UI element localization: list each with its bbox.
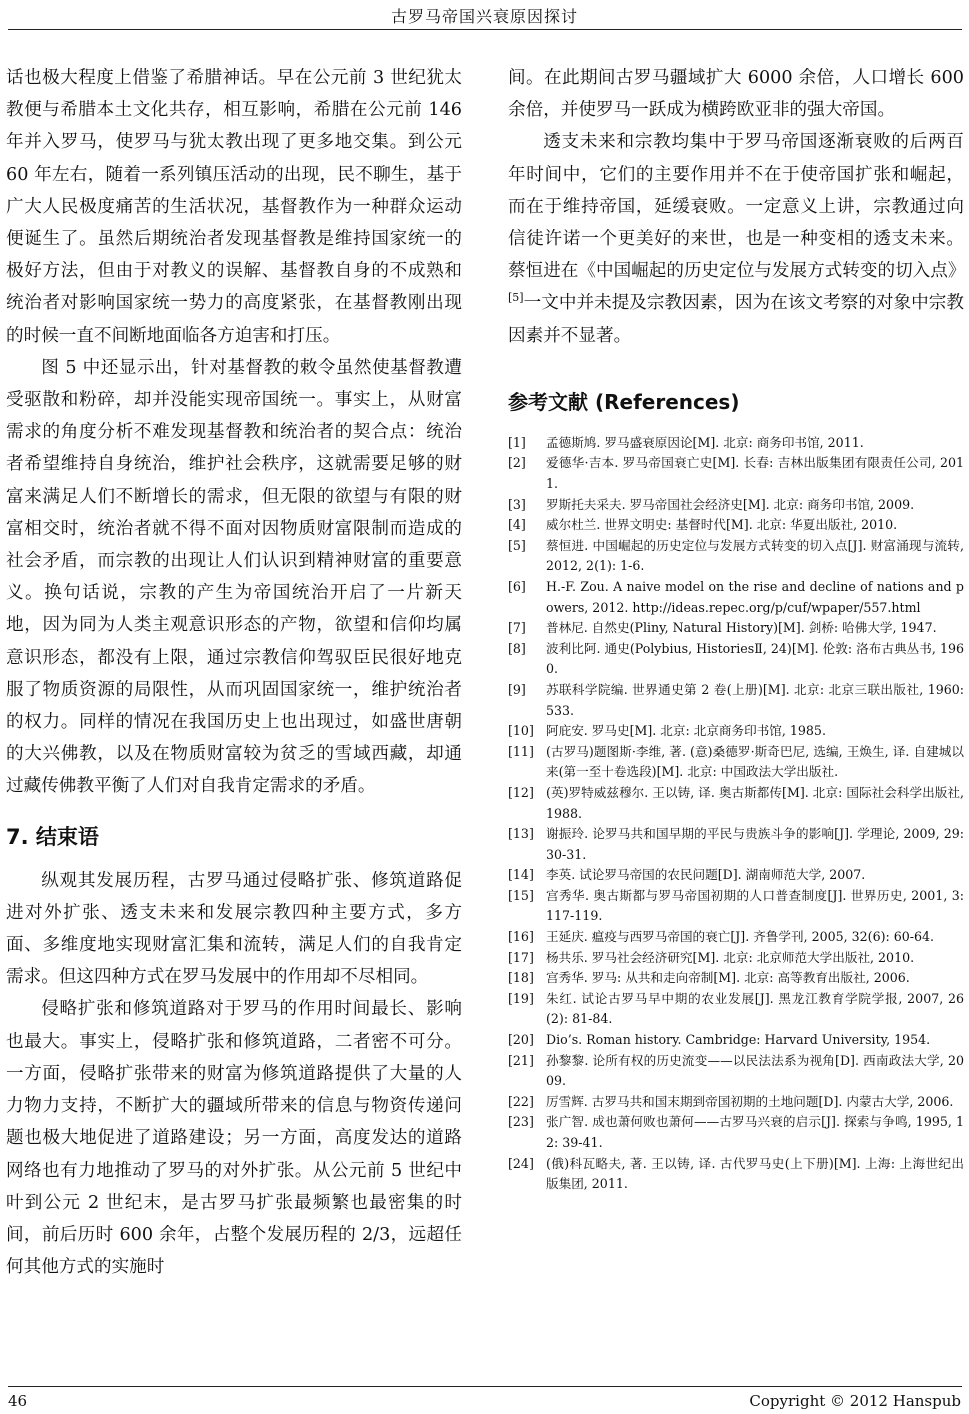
reference-number: [23] bbox=[508, 1114, 534, 1130]
reference-text: 张广智. 成也萧何败也萧何——古罗马兴衰的启示[J]. 探索与争鸣, 1995, 12: 39-41. bbox=[546, 1114, 964, 1151]
reference-number: [11] bbox=[508, 743, 534, 759]
paragraph: 话也极大程度上借鉴了希腊神话。早在公元前 3 世纪犹太教便与希腊本土文化共存，相互影响，希腊在公元前 146 年并入罗马，使罗马与犹太教出现了更多地交集。到公元 60 年左右，随着一系列镇压活动的出现，民不聊生，基于广大人民极度痛苦的生活状况，基督教作为一种群众运动便诞生了。虽然后期统治者发现基督教是维持国家统一的极好方法，但由于对教义的误解、基督教自身的不成熟和统治者对影响国家统一势力的高度紧张，在基督教刚出现的时候一直不间断地面临各方迫害和打压。 bbox=[6, 68, 462, 346]
reference-text: 李英. 试论罗马帝国的农民问题[D]. 湖南师范大学, 2007. bbox=[546, 867, 866, 883]
running-header: 古罗马帝国兴衰原因探讨 bbox=[390, 7, 578, 26]
paragraph: 间。在此期间古罗马疆域扩大 6000 余倍，人口增长 600 余倍，并使罗马一跃成为横跨欧亚非的强大帝国。 bbox=[508, 68, 964, 121]
reference-text: 王延庆. 瘟疫与西罗马帝国的衰亡[J]. 齐鲁学刊, 2005, 32(6): 60-64. bbox=[546, 929, 935, 945]
reference-number: [2] bbox=[508, 455, 526, 471]
reference-item bbox=[508, 1112, 964, 1153]
reference-number: [6] bbox=[508, 578, 526, 594]
reference-text: 阿庇安. 罗马史[M]. 北京: 北京商务印书馆, 1985. bbox=[546, 723, 826, 739]
paragraph-text: 透支未来和宗教均集中于罗马帝国逐渐衰败的后两百年时间中，它们的主要作用并不在于使帝国扩张和崛起，而在于维持帝国，延缓衰败。一定意义上讲，宗教通过向信徒许诺一个更美好的来世，也是一种变相的透支未来。蔡恒进在《中国崛起的历史定位与发展方式转变的切入点》 bbox=[508, 132, 966, 282]
reference-number: [24] bbox=[508, 1155, 534, 1171]
reference-text: 孙黎黎. 论所有权的历史流变——以民法法系为视角[D]. 西南政法大学, 2009. bbox=[546, 1052, 964, 1089]
reference-text: (古罗马)题图斯·李维, 著. (意)桑德罗·斯奇巴尼, 选编, 王焕生, 译. 自建城以来(第一至十卷选段)[M]. 北京: 中国政法大学出版社. bbox=[546, 743, 964, 780]
reference-text: 蔡恒进. 中国崛起的历史定位与发展方式转变的切入点[J]. 财富涌现与流转, 2012, 2(1): 1-6. bbox=[546, 537, 964, 574]
reference-item bbox=[508, 865, 964, 886]
reference-number: [14] bbox=[508, 867, 534, 883]
reference-text: (英)罗特威兹穆尔. 王以铸, 译. 奥古斯都传[M]. 北京: 国际社会科学出版社, 1988. bbox=[546, 784, 964, 821]
reference-number: [16] bbox=[508, 929, 534, 945]
reference-text: H.-F. Zou. A naive model on the rise and decline of nations and powers, 2012. http://ideas.repec.org/p/cuf/wpaper/557.html bbox=[546, 578, 964, 615]
reference-item bbox=[508, 1030, 964, 1051]
reference-number: [18] bbox=[508, 970, 534, 986]
reference-item bbox=[508, 577, 964, 618]
reference-item bbox=[508, 618, 964, 639]
references-heading: 参考文献 (References) bbox=[508, 389, 740, 414]
reference-item bbox=[508, 536, 964, 577]
reference-number: [21] bbox=[508, 1052, 534, 1068]
reference-text: 爱德华·吉本. 罗马帝国衰亡史[M]. 长春: 吉林出版集团有限责任公司, 2011. bbox=[546, 455, 964, 492]
left-column bbox=[6, 62, 462, 1283]
reference-item bbox=[508, 453, 964, 494]
reference-item bbox=[508, 1051, 964, 1092]
reference-item bbox=[508, 824, 964, 865]
reference-number: [8] bbox=[508, 640, 526, 656]
footer-rule bbox=[8, 1386, 962, 1387]
reference-item bbox=[508, 989, 964, 1030]
paragraph bbox=[508, 126, 964, 351]
reference-number: [10] bbox=[508, 723, 534, 739]
reference-number: [19] bbox=[508, 990, 534, 1006]
reference-item bbox=[508, 783, 964, 824]
reference-list bbox=[508, 433, 964, 1195]
reference-text: 杨共乐. 罗马社会经济研究[M]. 北京: 北京师范大学出版社, 2010. bbox=[546, 949, 915, 965]
citation-link[interactable]: [5] bbox=[508, 291, 524, 305]
reference-number: [1] bbox=[508, 434, 526, 450]
reference-item bbox=[508, 948, 964, 969]
reference-item bbox=[508, 1154, 964, 1195]
reference-text: 朱红. 试论古罗马早中期的农业发展[J]. 黑龙江教育学院学报, 2007, 26(2): 81-84. bbox=[546, 990, 964, 1027]
paragraph: 侵略扩张和修筑道路对于罗马的作用时间最长、影响也最大。事实上，侵略扩张和修筑道路，二者密不可分。一方面，侵略扩张带来的财富为修筑道路提供了大量的人力物力支持，不断扩大的疆域所带来的信息与物资传递问题也极大地促进了道路建设；另一方面，高度发达的道路网络也有力地推动了罗马的对外扩张。从公元前 5 世纪中叶到公元 2 世纪末，是古罗马扩张最频繁也最密集的时间，前后历时 600 余年，占整个发展历程的 2/3，远超任何其他方式的实施时 bbox=[6, 999, 462, 1278]
reference-text: 苏联科学院编. 世界通史第 2 卷(上册)[M]. 北京: 北京三联出版社, 1960: 533. bbox=[546, 681, 964, 718]
reference-text: 威尔杜兰. 世界文明史: 基督时代[M]. 北京: 华夏出版社, 2010. bbox=[546, 517, 898, 533]
reference-text: 波利比阿. 通史(Polybius, HistoriesⅡ, 24)[M]. 伦敦: 洛布古典丛书, 1960. bbox=[546, 640, 964, 677]
reference-number: [3] bbox=[508, 496, 526, 512]
paragraph-text: 一文中并未提及宗教因素，因为在该文考察的对象中宗教因素并不显著。 bbox=[508, 293, 964, 346]
paragraph: 图 5 中还显示出，针对基督教的敕令虽然使基督教遭受驱散和粉碎，却并没能实现帝国统一。事实上，从财富需求的角度分析不难发现基督教和统治者的契合点：统治者希望维持自身统治，维护社会秩序，这就需要足够的财富来满足人们不断增长的需求，但无限的欲望与有限的财富相交时，统治者就不得不面对因物质财富限制而造成的社会矛盾，而宗教的出现让人们认识到精神财富的重要意义。换句话说，宗教的产生为帝国统治开启了一片新天地，因为同为人类主观意识形态的产物，欲望和信仰均属意识形态，都没有上限，通过宗教信仰驾驭臣民很好地克服了物质资源的局限性，从而巩固国家统一，维护统治者的权力。同样的情况在我国历史上也出现过，如盛世唐朝的大兴佛教，以及在物质财富较为贫乏的雪域西藏，却通过藏传佛教平衡了人们对自我肯定需求的矛盾。 bbox=[6, 357, 462, 797]
reference-item bbox=[508, 1092, 964, 1113]
page-number: 46 bbox=[8, 1392, 28, 1410]
right-column bbox=[508, 62, 964, 1195]
reference-item bbox=[508, 639, 964, 680]
reference-number: [15] bbox=[508, 887, 534, 903]
paragraph: 纵观其发展历程，古罗马通过侵略扩张、修筑道路促进对外扩张、透支未来和发展宗教四种主要方式，多方面、多维度地实现财富汇集和流转，满足人们的自我肯定需求。但这四种方式在罗马发展中的作用却不尽相同。 bbox=[6, 870, 462, 988]
reference-text: (俄)科瓦略夫, 著. 王以铸, 译. 古代罗马史(上下册)[M]. 上海: 上海世纪出版集团, 2011. bbox=[546, 1155, 964, 1192]
reference-text: 谢振玲. 论罗马共和国早期的平民与贵族斗争的影响[J]. 学理论, 2009, 29: 30-31. bbox=[546, 826, 964, 862]
header-rule bbox=[8, 29, 962, 30]
reference-text: 宫秀华. 罗马: 从共和走向帝制[M]. 北京: 高等教育出版社, 2006. bbox=[546, 970, 910, 986]
reference-item bbox=[508, 927, 964, 948]
reference-text: 厉雪辉. 古罗马共和国末期到帝国初期的土地问题[D]. 内蒙古大学, 2006. bbox=[546, 1093, 954, 1109]
reference-item bbox=[508, 680, 964, 721]
reference-number: [7] bbox=[508, 620, 526, 636]
reference-number: [4] bbox=[508, 517, 526, 533]
reference-number: [5] bbox=[508, 537, 526, 553]
copyright-notice: Copyright © 2012 Hanspub bbox=[749, 1392, 961, 1410]
reference-text: Dio’s. Roman history. Cambridge: Harvard University, 1954. bbox=[546, 1032, 931, 1048]
reference-number: [22] bbox=[508, 1093, 534, 1109]
reference-item bbox=[508, 495, 964, 516]
reference-number: [13] bbox=[508, 826, 534, 842]
reference-item bbox=[508, 721, 964, 742]
reference-number: [20] bbox=[508, 1032, 534, 1048]
reference-item bbox=[508, 515, 964, 536]
reference-item bbox=[508, 968, 964, 989]
reference-item bbox=[508, 433, 964, 454]
reference-number: [12] bbox=[508, 784, 534, 800]
reference-text: 普林尼. 自然史(Pliny, Natural History)[M]. 剑桥: 哈佛大学, 1947. bbox=[546, 620, 937, 636]
reference-item bbox=[508, 742, 964, 783]
reference-text: 罗斯托夫采夫. 罗马帝国社会经济史[M]. 北京: 商务印书馆, 2009. bbox=[546, 496, 915, 512]
reference-number: [9] bbox=[508, 681, 526, 697]
reference-text: 宫秀华. 奥古斯都与罗马帝国初期的人口普查制度[J]. 世界历史, 2001, 3: 117-119. bbox=[546, 887, 964, 924]
section-heading: 7. 结束语 bbox=[6, 824, 99, 849]
reference-text: 孟德斯鸠. 罗马盛衰原因论[M]. 北京: 商务印书馆, 2011. bbox=[546, 434, 864, 450]
reference-item bbox=[508, 886, 964, 927]
reference-number: [17] bbox=[508, 949, 534, 965]
